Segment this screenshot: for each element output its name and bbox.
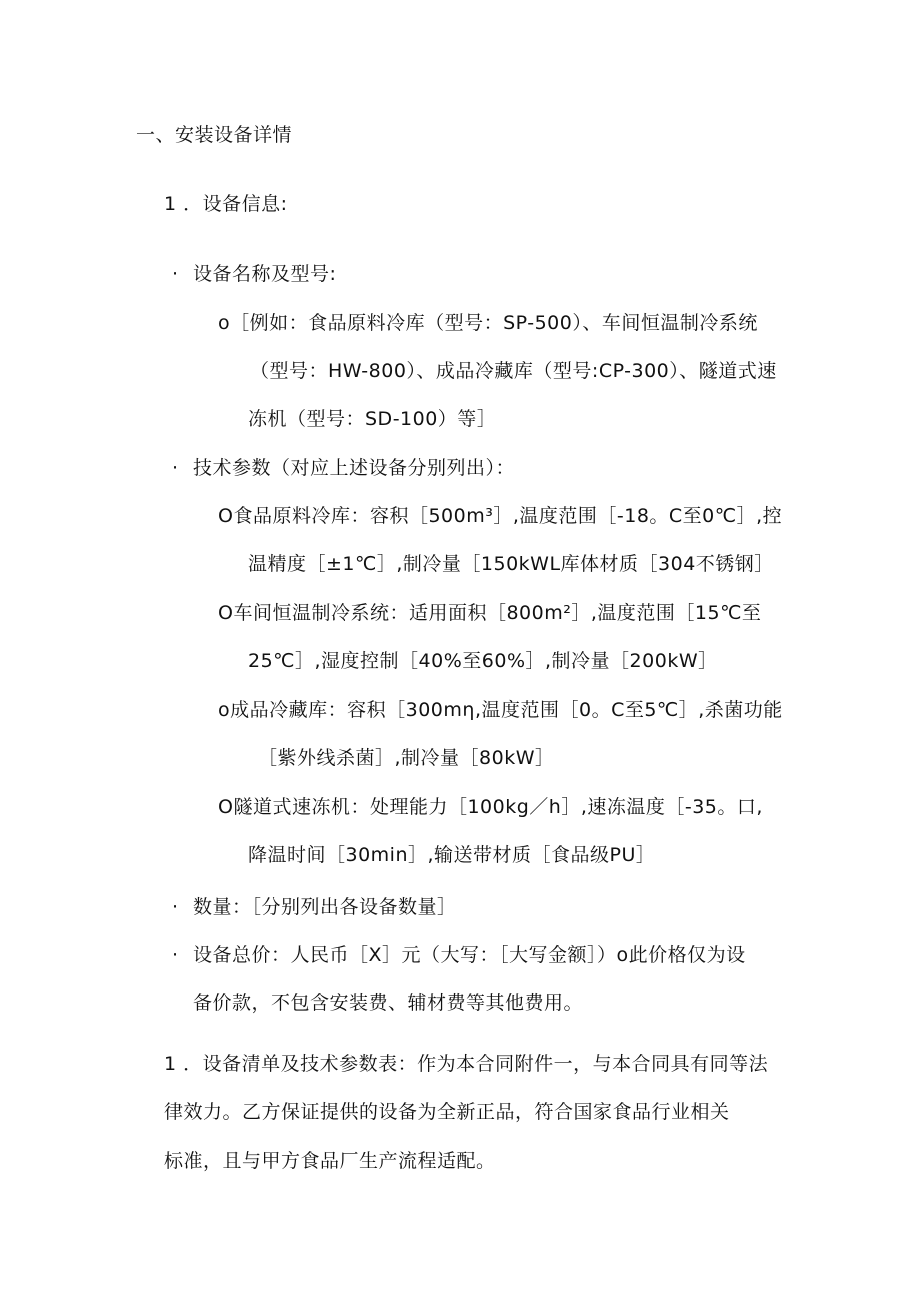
tech-param-line: 降温时间［30min］,输送带材质［食品级PU］ — [248, 844, 656, 866]
section-heading: 一、安装设备详情 — [136, 124, 293, 146]
tech-param-line: ［紫外线杀菌］,制冷量［80kW］ — [258, 747, 555, 769]
item-total-price-line: 备价款，不包含安装费、辅材费等其他费用。 — [193, 992, 584, 1014]
subsection-equipment-list-line: 律效力。乙方保证提供的设备为全新正品，符合国家食品行业相关 — [164, 1101, 730, 1123]
tech-param-line: O车间恒温制冷系统：适用面积［800m²］,温度范围［15℃至 — [218, 602, 762, 624]
tech-param-line: o成品冷藏库：容积［300mη,温度范围［0。C至5℃］,杀菌功能 — [218, 699, 783, 721]
tech-param-line: 25℃］,湿度控制［40%至60%］,制冷量［200kW］ — [248, 650, 718, 672]
device-example-line: o［例如：食品原料冷库（型号：SP-500）、车间恒温制冷系统 — [218, 312, 758, 334]
item-quantity: 数量：［分别列出各设备数量］ — [193, 896, 457, 918]
subsection-equipment-list-line: 标准，且与甲方食品厂生产流程适配。 — [164, 1150, 496, 1172]
tech-param-line: 温精度［±1℃］,制冷量［150kWL库体材质［304不锈钢］ — [248, 553, 774, 575]
tech-param-line: O隧道式速冻机：处理能力［100kg／h］,速冻温度［-35。口, — [218, 796, 763, 818]
device-example-line: （型号：HW-800）、成品冷藏库（型号:CP-300）、隧道式速 — [250, 360, 777, 382]
subsection-device-info: 1 ．设备信息: — [164, 193, 288, 215]
item-total-price-line: 设备总价：人民币［X］元（大写：［大写金额］）o此价格仅为设 — [193, 944, 746, 966]
bullet-mark: · — [172, 896, 179, 918]
item-device-names-label: 设备名称及型号: — [193, 263, 337, 285]
subsection-equipment-list-line: 1 ．设备清单及技术参数表：作为本合同附件一，与本合同具有同等法 — [164, 1053, 769, 1075]
bullet-mark: · — [172, 263, 179, 285]
tech-param-line: O食品原料冷库：容积［500m³］,温度范围［-18。C至0℃］,控 — [218, 505, 783, 527]
item-tech-params-label: 技术参数（对应上述设备分别列出）： — [193, 457, 516, 479]
device-example-line: 冻机（型号：SD-100）等］ — [248, 408, 497, 430]
bullet-mark: · — [172, 457, 179, 479]
bullet-mark: · — [172, 944, 179, 966]
